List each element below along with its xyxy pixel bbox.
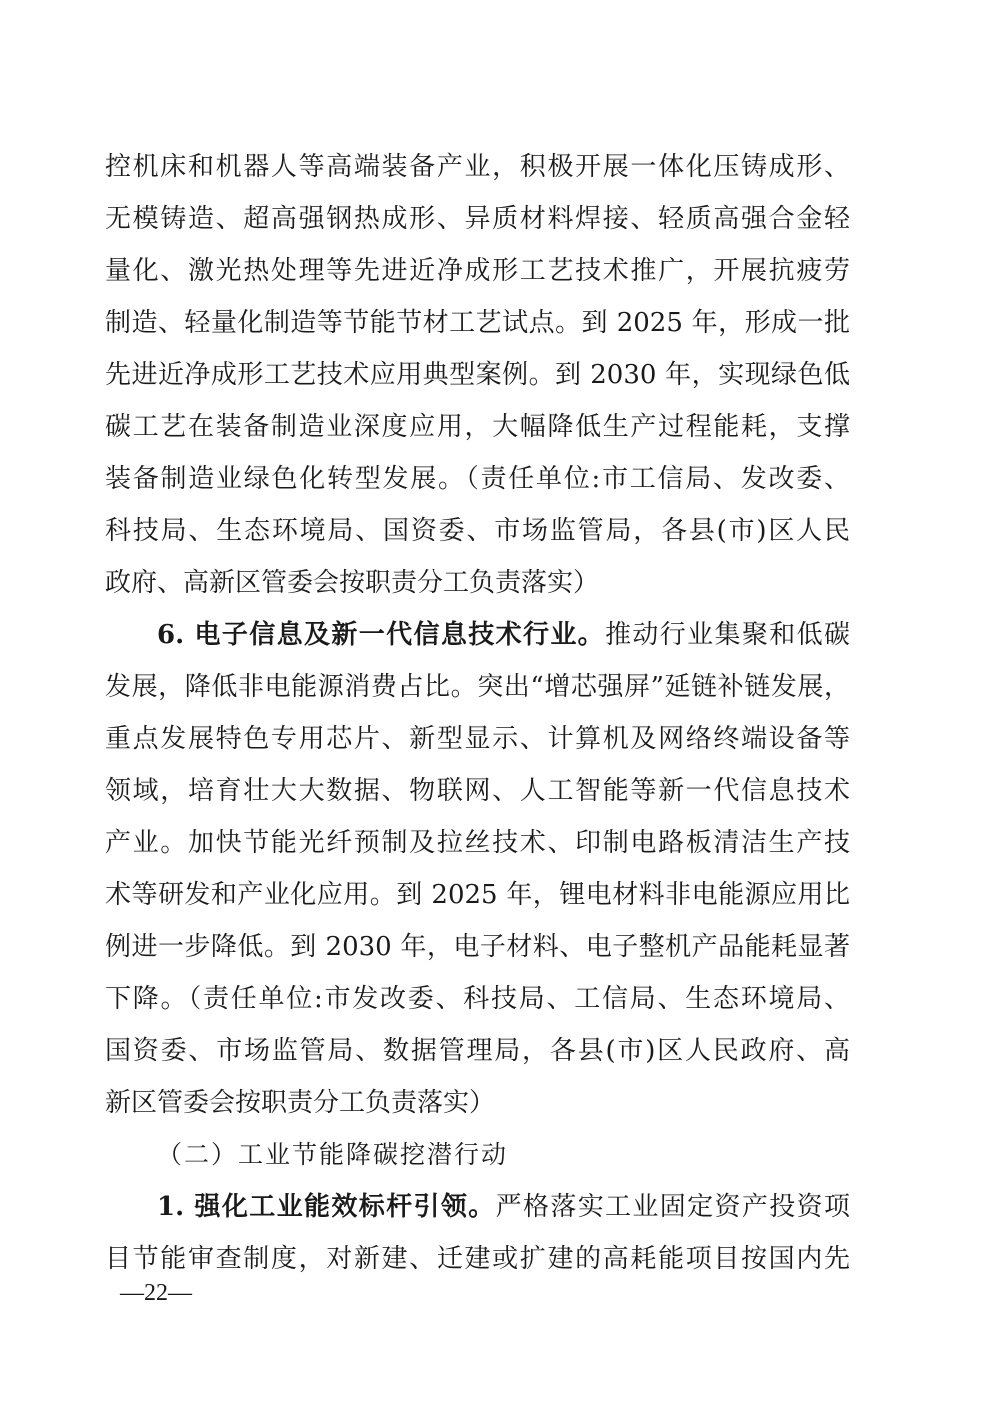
section-6-first-line	[157, 618, 850, 652]
paragraph-line: 重点发展特色专用芯片、新型显示、计算机及网络终端设备等	[105, 724, 850, 754]
paragraph-line: 新区管委会按职责分工负责落实）	[105, 1088, 496, 1118]
paragraph-line: 目节能审查制度，对新建、迁建或扩建的高耗能项目按国内先	[105, 1244, 850, 1274]
paragraph-line: 科技局、生态环境局、国资委、市场监管局，各县(市)区人民	[105, 516, 850, 546]
paragraph-line: 领域，培育壮大大数据、物联网、人工智能等新一代信息技术	[105, 776, 850, 806]
paragraph-line: 术等研发和产业化应用。到 2025 年，锂电材料非电能源应用比	[105, 880, 850, 910]
section-6-heading: 6. 电子信息及新一代信息技术行业。	[157, 620, 606, 650]
paragraph-line: 控机床和机器人等高端装备产业，积极开展一体化压铸成形、	[105, 152, 850, 182]
paragraph-line: 产业。加快节能光纤预制及拉丝技术、印制电路板清洁生产技	[105, 828, 850, 858]
section-1-heading: 1. 强化工业能效标杆引领。	[157, 1192, 496, 1222]
paragraph-line: 国资委、市场监管局、数据管理局，各县(市)区人民政府、高	[105, 1036, 850, 1066]
paragraph-line: 先进近净成形工艺技术应用典型案例。到 2030 年，实现绿色低	[105, 360, 850, 390]
paragraph-line: 无模铸造、超高强钢热成形、异质材料焊接、轻质高强合金轻	[105, 204, 850, 234]
page-number: —22—	[120, 1280, 192, 1306]
section-1-first-line	[157, 1190, 850, 1224]
paragraph-line: 碳工艺在装备制造业深度应用，大幅降低生产过程能耗，支撑	[105, 412, 850, 442]
paragraph-line: 下降。（责任单位:市发改委、科技局、工信局、生态环境局、	[105, 984, 850, 1014]
paragraph-line: 量化、激光热处理等先进近净成形工艺技术推广，开展抗疲劳	[105, 256, 850, 286]
section-6-text: 推动行业集聚和低碳	[605, 620, 850, 650]
paragraph-line: 政府、高新区管委会按职责分工负责落实）	[105, 568, 600, 598]
paragraph-line: 制造、轻量化制造等节能节材工艺试点。到 2025 年，形成一批	[105, 308, 850, 338]
section-1-text: 严格落实工业固定资产投资项	[495, 1192, 850, 1222]
section-heading-2: （二）工业节能降碳挖潜行动	[157, 1140, 509, 1169]
paragraph-line: 发展，降低非电能源消费占比。突出“增芯强屏”延链补链发展，	[105, 672, 850, 702]
paragraph-line: 例进一步降低。到 2030 年，电子材料、电子整机产品能耗显著	[105, 932, 850, 962]
paragraph-line: 装备制造业绿色化转型发展。（责任单位:市工信局、发改委、	[105, 464, 850, 494]
